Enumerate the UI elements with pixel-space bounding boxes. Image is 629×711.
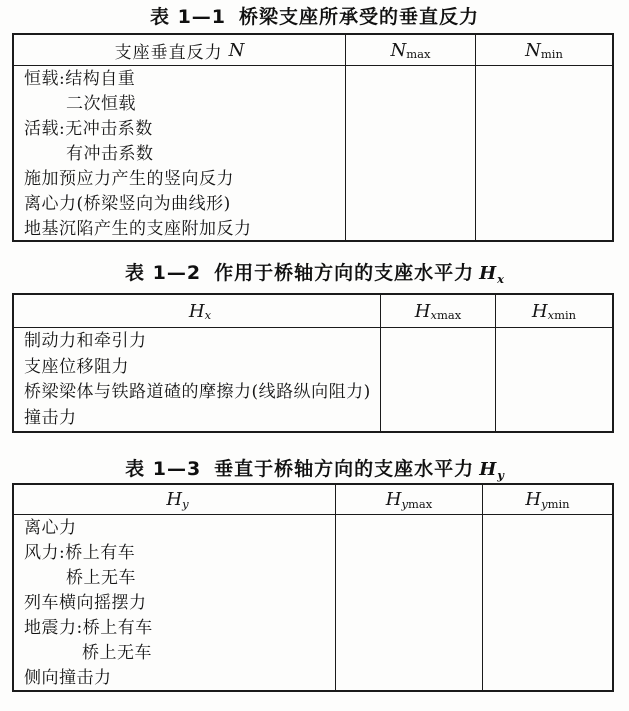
load-items-cell [14, 515, 335, 690]
table-row: 风力:桥上有车 [24, 543, 136, 563]
n-symbol: N [525, 39, 541, 61]
longitudinal-force-table [12, 293, 614, 433]
header-cell-hy [14, 485, 335, 515]
vertical-reaction-table [12, 33, 614, 242]
table-1-1-title [0, 7, 629, 30]
nmin-value-cell [475, 66, 612, 240]
table-row: 活载:无冲击系数 [24, 119, 153, 139]
x-subscript: x [547, 308, 555, 322]
table-row: 二次恒载 [66, 94, 136, 114]
table-row: 恒载:结构自重 [24, 69, 136, 89]
table-caption: 作用于桥轴方向的支座水平力 [214, 262, 475, 284]
header-cell-hxmax [380, 295, 495, 328]
hymin-value-cell [482, 515, 612, 690]
transverse-force-table [12, 483, 614, 692]
x-subscript: x [430, 308, 437, 322]
n-symbol: N [390, 39, 407, 61]
caption-symbol: H [479, 459, 498, 480]
h-symbol: H [166, 489, 183, 510]
max-subscript: max [436, 308, 462, 322]
table-row: 列车横向摇摆力 [24, 593, 147, 613]
table-row: 桥梁梁体与铁路道碴的摩擦力(线路纵向阻力) [24, 382, 371, 402]
table-caption: 桥梁支座所承受的垂直反力 [239, 6, 480, 28]
h-symbol: H [414, 300, 431, 322]
table-row: 施加预应力产生的竖向反力 [24, 169, 234, 189]
table-row: 侧向撞击力 [24, 668, 112, 688]
h-symbol: H [525, 489, 542, 510]
min-subscript: min [554, 308, 577, 322]
table-number: 表 1—1 [149, 6, 227, 28]
header-cell-hymin [482, 485, 612, 515]
header-cell-load-type [14, 35, 345, 66]
min-subscript: min [547, 496, 570, 511]
header-cell-hymax [335, 485, 482, 515]
max-subscript: max [407, 496, 433, 511]
header-cell-nmax [345, 35, 475, 66]
table-row: 离心力(桥梁竖向为曲线形) [24, 194, 231, 214]
header-label: 支座垂直反力 [114, 42, 223, 63]
table-row: 桥上无车 [66, 568, 136, 588]
h-symbol: H [385, 489, 402, 510]
y-subscript: y [182, 496, 189, 511]
caption-subscript: x [497, 272, 504, 286]
table-row: 撞击力 [24, 407, 77, 428]
table-row: 桥上无车 [82, 643, 152, 663]
x-subscript: x [204, 308, 212, 322]
hxmax-value-cell [380, 328, 495, 431]
hxmin-value-cell [495, 328, 612, 431]
header-cell-hxmin [495, 295, 612, 328]
h-symbol: H [531, 300, 548, 322]
min-subscript: min [540, 47, 563, 61]
table-row: 地基沉陷产生的支座附加反力 [24, 219, 252, 239]
table-number: 表 1—2 [125, 262, 202, 284]
h-symbol: H [188, 300, 205, 322]
header-cell-hx [14, 295, 380, 328]
table-row: 离心力 [24, 518, 77, 538]
table-row: 地震力:桥上有车 [24, 618, 153, 638]
table-row: 支座位移阻力 [24, 356, 129, 377]
y-subscript: y [401, 496, 408, 511]
caption-symbol: H [479, 263, 498, 284]
table-1-2-title [0, 263, 629, 286]
table-row: 制动力和牵引力 [24, 331, 147, 351]
table-caption: 垂直于桥轴方向的支座水平力 [214, 458, 475, 480]
load-items-cell [14, 66, 345, 240]
nmax-value-cell [345, 66, 475, 240]
n-symbol: N [228, 39, 245, 61]
table-row: 有冲击系数 [66, 144, 154, 164]
header-cell-nmin [475, 35, 612, 66]
table-number: 表 1—3 [125, 458, 202, 480]
table-1-3-title [0, 459, 629, 482]
caption-subscript: y [497, 468, 504, 482]
max-subscript: max [406, 47, 431, 61]
hymax-value-cell [335, 515, 482, 690]
load-items-cell [14, 328, 380, 431]
y-subscript: y [541, 496, 548, 511]
